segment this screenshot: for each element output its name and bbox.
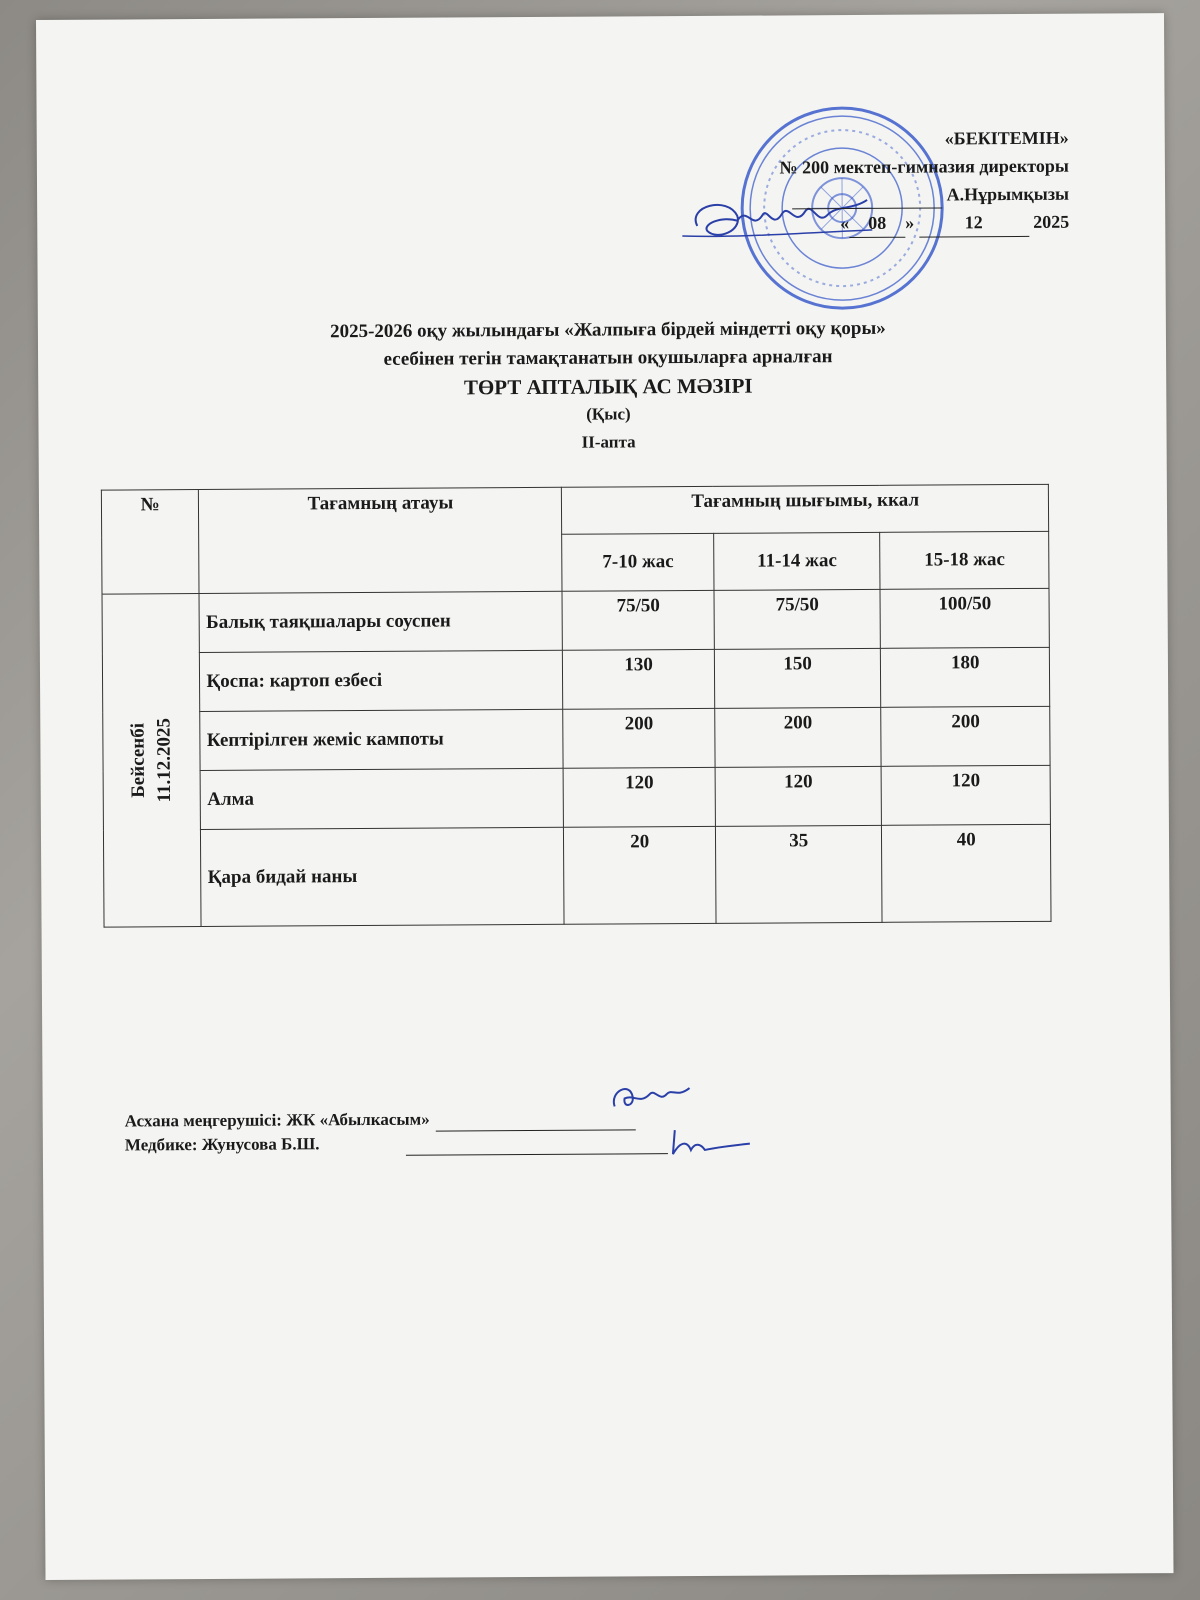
canteen-signature xyxy=(604,1076,694,1117)
dish-name: Қоспа: картоп езбесі xyxy=(200,650,563,711)
heading-title: ТӨРТ АПТАЛЫҚ АС МӘЗІРІ xyxy=(463,373,753,400)
approval-date: « 08 » 12 2025 xyxy=(649,208,1069,240)
value-11-14: 75/50 xyxy=(714,589,881,649)
value-15-18: 180 xyxy=(881,647,1050,707)
date-month: 12 xyxy=(919,208,1029,238)
heading-season: (Қыс) xyxy=(586,404,631,424)
value-7-10: 130 xyxy=(563,649,715,709)
value-7-10: 200 xyxy=(563,708,715,768)
document-heading xyxy=(78,313,1139,459)
nurse-signature xyxy=(665,1122,755,1163)
menu-table xyxy=(101,484,1052,928)
nurse-label: Медбике: Жунусова Б.Ш. xyxy=(124,1134,320,1155)
value-7-10: 20 xyxy=(564,826,716,924)
dish-name: Қара бидай наны xyxy=(201,827,565,926)
value-15-18: 100/50 xyxy=(880,588,1049,648)
value-15-18: 120 xyxy=(882,765,1051,825)
day-cell xyxy=(102,594,201,928)
value-11-14: 120 xyxy=(715,766,882,826)
table-row xyxy=(102,647,1049,712)
value-15-18: 200 xyxy=(881,706,1050,766)
canteen-label: Асхана меңгерушісі: ЖК «Абылкасым» xyxy=(124,1109,430,1131)
value-11-14: 150 xyxy=(714,648,881,708)
date-day: 08 xyxy=(849,209,905,238)
header-row xyxy=(101,484,1048,537)
value-11-14: 200 xyxy=(715,707,882,767)
table-row xyxy=(103,706,1050,771)
canteen-row xyxy=(125,1106,668,1133)
signature-line xyxy=(792,189,942,209)
approval-position: № 200 мектеп-гимназия директоры xyxy=(779,155,1069,178)
value-11-14: 35 xyxy=(715,825,882,923)
age-group-15-18: 15-18 жас xyxy=(880,531,1049,589)
age-group-7-10: 7-10 жас xyxy=(562,533,714,591)
heading-line-2: есебінен тегін тамақтанатын оқушыларға арналған xyxy=(383,346,833,370)
header-num: № xyxy=(101,490,199,595)
age-group-11-14: 11-14 жас xyxy=(714,532,881,590)
day-date: 11.12.2025 xyxy=(153,717,176,803)
heading-week: ІІ-апта xyxy=(581,432,636,452)
value-7-10: 75/50 xyxy=(562,590,714,650)
date-year: 2025 xyxy=(1033,211,1070,232)
table-row xyxy=(103,765,1050,830)
document-page xyxy=(36,13,1174,1580)
footer-signatures xyxy=(125,1106,668,1157)
header-dish: Тағамның атауы xyxy=(199,487,563,593)
nurse-signature-line xyxy=(405,1137,667,1156)
value-15-18: 40 xyxy=(882,824,1051,922)
approval-name: А.Нұрымқызы xyxy=(946,183,1070,205)
table-row xyxy=(103,824,1051,927)
nurse-row xyxy=(125,1130,668,1157)
header-yield: Тағамның шығымы, ккал xyxy=(562,484,1049,534)
dish-name: Балық таяқшалары соуспен xyxy=(199,591,562,652)
approval-block xyxy=(649,124,1070,240)
dish-name: Алма xyxy=(201,768,564,829)
heading-line-1: 2025-2026 оқу жылындағы «Жалпыға бірдей міндетті оқу қоры» xyxy=(329,317,886,343)
value-7-10: 120 xyxy=(564,767,716,827)
approval-name-line xyxy=(649,180,1069,211)
dish-name: Кептірілген жеміс кампоты xyxy=(200,709,563,770)
table-row xyxy=(102,588,1049,653)
day-name: Бейсенбі xyxy=(127,722,149,798)
approval-title: «БЕКІТЕМІН» xyxy=(944,127,1069,149)
